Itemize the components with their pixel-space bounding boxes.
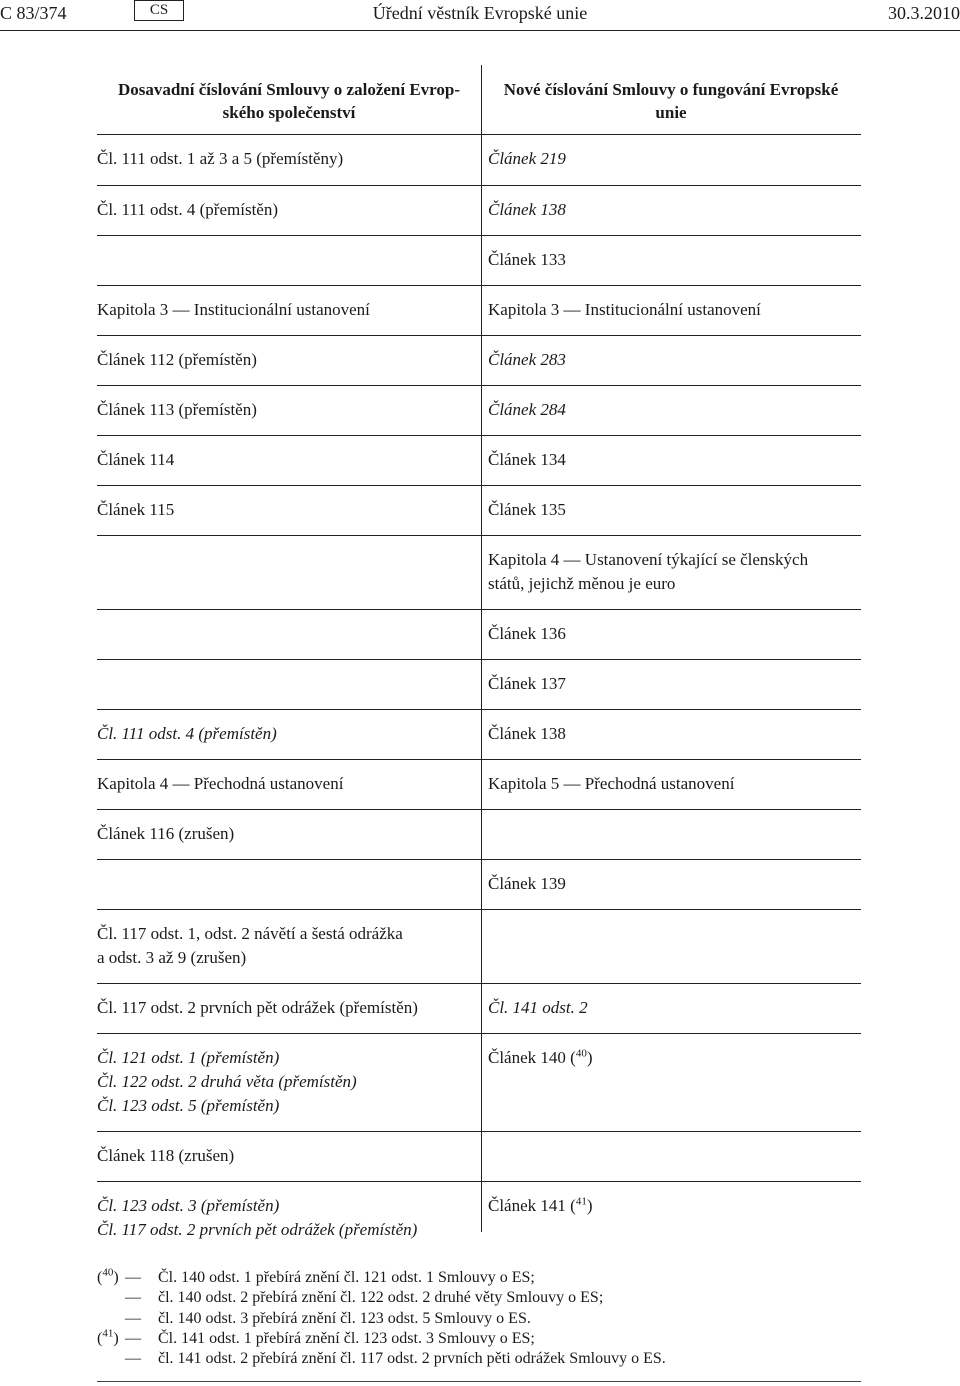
column-divider: [481, 710, 482, 759]
old-numbering-cell: Článek 113 (přemístěn): [97, 400, 257, 419]
old-numbering-cell: Článek 118 (zrušen): [97, 1146, 235, 1165]
table-row: [97, 1034, 861, 1132]
old-numbering-cell: Kapitola 3 — Institucionální ustanovení: [97, 300, 370, 319]
footnote-line: [97, 1329, 861, 1349]
footnote-dash: —: [125, 1309, 141, 1327]
footnote-ref-number: 41: [575, 1195, 587, 1208]
footnote-text: čl. 140 odst. 3 přebírá znění čl. 123 odst. 5 Smlouvy o ES.: [158, 1309, 531, 1327]
new-numbering-text: Čl. 141 odst. 2: [488, 998, 588, 1017]
new-numbering-cell: [488, 622, 860, 646]
footnote-line: [97, 1268, 861, 1288]
column-divider: [481, 135, 482, 185]
table-row: [97, 1182, 861, 1239]
new-numbering-cell: [488, 298, 860, 322]
column-divider: [481, 810, 482, 859]
new-numbering-cell: [488, 996, 860, 1020]
column-divider: [481, 1034, 482, 1131]
old-numbering-cell: Článek 116 (zrušen): [97, 824, 235, 843]
footnote-dash: —: [125, 1350, 141, 1368]
new-numbering-text: Článek 139: [488, 874, 566, 893]
new-numbering-cell: [488, 1194, 860, 1218]
column-divider: [481, 660, 482, 709]
column-divider: [481, 1182, 482, 1232]
table-row: [97, 486, 861, 536]
table-row: [97, 910, 861, 984]
page-header: [0, 0, 960, 28]
new-numbering-text: Článek 138: [488, 724, 566, 743]
new-numbering-text: Článek 219: [488, 149, 566, 168]
table-row: [97, 660, 861, 710]
footnote-line: [97, 1309, 861, 1329]
footnote-ref[interactable]: ($^{40}$): [565, 1047, 593, 1067]
table-row: [97, 610, 861, 660]
new-numbering-cell: [488, 772, 860, 796]
column-divider: [481, 984, 482, 1033]
column-divider: [481, 610, 482, 659]
new-numbering-text: Článek 136: [488, 624, 566, 643]
footnote-ref-number: 40: [575, 1047, 587, 1060]
journal-title: Úřední věstník Evropské unie: [372, 3, 588, 23]
table-row: [97, 984, 861, 1034]
footnote-text: čl. 141 odst. 2 přebírá znění čl. 117 odst. 2 prvních pěti odrážek Smlouvy o ES.: [158, 1350, 666, 1368]
table-row: [97, 336, 861, 386]
column-divider: [481, 236, 482, 285]
table-row: [97, 1132, 861, 1182]
new-numbering-cell: [488, 398, 860, 422]
column-divider: [481, 536, 482, 609]
column-divider: [481, 336, 482, 385]
old-numbering-cell: Čl. 111 odst. 4 (přemístěn): [97, 200, 278, 219]
new-numbering-cell: [488, 872, 860, 896]
new-numbering-cell: [488, 498, 860, 522]
header-rule: [0, 30, 960, 31]
publication-date: 30.3.2010: [888, 3, 960, 23]
footnote-text: čl. 140 odst. 2 přebírá znění čl. 122 odst. 2 druhé věty Smlouvy o ES;: [158, 1289, 604, 1307]
language-badge: CS: [134, 0, 184, 21]
new-numbering-text: Článek 283: [488, 350, 566, 369]
new-numbering-text: Článek 134: [488, 450, 566, 469]
column-divider: [481, 760, 482, 809]
table-row: [97, 710, 861, 760]
footnote-dash: —: [125, 1289, 141, 1307]
new-numbering-text: Článek 284: [488, 400, 566, 419]
table-header-row: [97, 65, 861, 135]
old-numbering-cell: Čl. 121 odst. 1 (přemístěn) Čl. 122 odst. 2 druhá věta (přemístěn) Čl. 123 odst. 5 (přemístěn): [97, 1048, 357, 1115]
old-numbering-cell: Čl. 111 odst. 1 až 3 a 5 (přemístěny): [97, 149, 344, 168]
new-numbering-text: Článek 133: [488, 250, 566, 269]
footnote-line: [97, 1349, 861, 1369]
bottom-rule: [97, 1381, 861, 1382]
new-numbering-text: Článek 140: [488, 1048, 566, 1067]
footnote-mark-number: 41: [102, 1327, 114, 1340]
new-numbering-text: Článek 135: [488, 500, 566, 519]
old-numbering-cell: Článek 114: [97, 450, 175, 469]
table-row: [97, 186, 861, 236]
col-new-numbering-header: Nové číslování Smlouvy o fungování Evropské unie: [503, 80, 839, 122]
new-numbering-text: Článek 137: [488, 674, 566, 693]
footnote-mark-number: 40: [102, 1266, 114, 1279]
new-numbering-cell: [488, 722, 860, 746]
column-divider: [481, 386, 482, 435]
column-divider: [481, 436, 482, 485]
column-divider: [481, 860, 482, 909]
footnote-mark: ($^{41}$): [97, 1327, 119, 1347]
new-numbering-text: Článek 141: [488, 1196, 566, 1215]
footnote-dash: —: [125, 1269, 141, 1286]
footnote-mark: ($^{40}$): [97, 1266, 119, 1286]
new-numbering-cell: [488, 672, 860, 696]
correlation-table: [97, 65, 861, 1239]
column-divider: [481, 286, 482, 335]
col-old-numbering-header: Dosavadní číslování Smlouvy o založení Evrop- ského společenství: [117, 80, 461, 122]
old-numbering-cell: Čl. 117 odst. 2 prvních pět odrážek (přemístěn): [97, 998, 418, 1017]
table-row: [97, 860, 861, 910]
column-divider: [481, 186, 482, 235]
table-row: [97, 386, 861, 436]
new-numbering-cell: [488, 1046, 860, 1070]
old-numbering-cell: Článek 112 (přemístěn): [97, 350, 257, 369]
new-numbering-cell: [488, 448, 860, 472]
column-divider: [481, 910, 482, 983]
footnote-text: Čl. 141 odst. 1 přebírá znění čl. 123 odst. 3 Smlouvy o ES;: [158, 1329, 535, 1347]
table-row: [97, 135, 861, 186]
old-numbering-cell: Článek 115: [97, 500, 175, 519]
footnotes: [97, 1268, 861, 1369]
new-numbering-text: Kapitola 4 — Ustanovení týkající se členských států, jejichž měnou je euro: [488, 550, 809, 593]
new-numbering-text: Kapitola 5 — Přechodná ustanovení: [488, 774, 735, 793]
footnote-ref[interactable]: ($^{41}$): [565, 1195, 593, 1215]
footnote-dash: —: [125, 1329, 141, 1347]
new-numbering-cell: [488, 198, 860, 222]
table-row: [97, 810, 861, 860]
table-row: [97, 536, 861, 610]
table-row: [97, 286, 861, 336]
new-numbering-cell: [488, 548, 860, 596]
page-reference: C 83/374: [0, 3, 67, 23]
table-row: [97, 760, 861, 810]
table-row: [97, 236, 861, 286]
old-numbering-cell: Čl. 123 odst. 3 (přemístěn) Čl. 117 odst. 2 prvních pět odrážek (přemístěn): [97, 1196, 418, 1239]
new-numbering-cell: [488, 147, 860, 171]
new-numbering-text: Článek 138: [488, 200, 566, 219]
footnote-text: Čl. 140 odst. 1 přebírá znění čl. 121 odst. 1 Smlouvy o ES;: [158, 1269, 535, 1286]
column-divider: [481, 486, 482, 535]
new-numbering-text: Kapitola 3 — Institucionální ustanovení: [488, 300, 761, 319]
old-numbering-cell: Kapitola 4 — Přechodná ustanovení: [97, 774, 344, 793]
table-row: [97, 436, 861, 486]
old-numbering-cell: Čl. 111 odst. 4 (přemístěn): [97, 724, 277, 743]
new-numbering-cell: [488, 348, 860, 372]
new-numbering-cell: [488, 248, 860, 272]
column-divider: [481, 1132, 482, 1181]
footnote-line: [97, 1288, 861, 1308]
old-numbering-cell: Čl. 117 odst. 1, odst. 2 návětí a šestá odrážka a odst. 3 až 9 (zrušen): [97, 924, 403, 967]
